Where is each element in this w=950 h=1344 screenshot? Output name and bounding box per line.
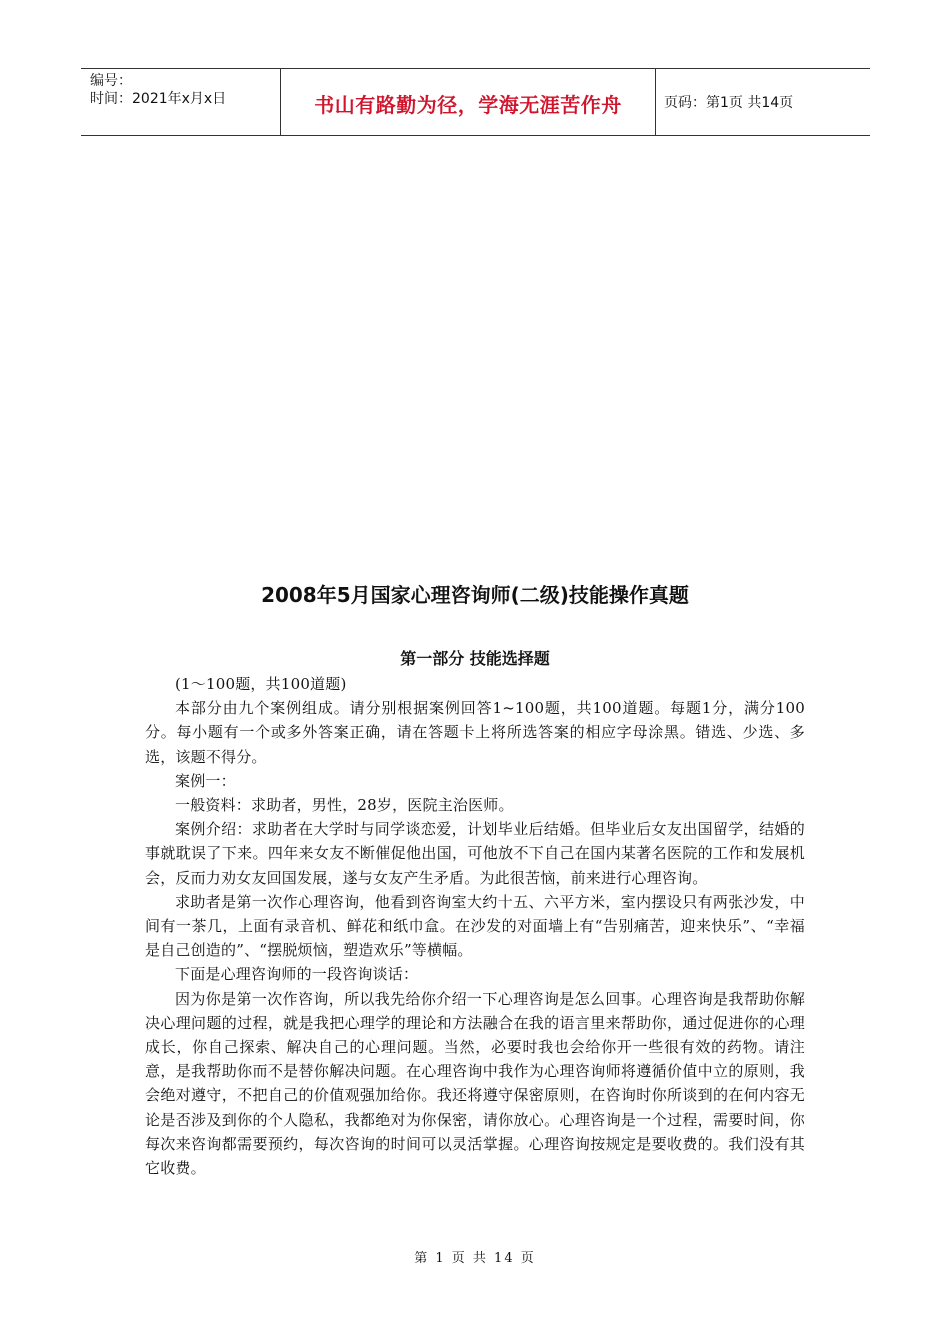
paragraph-dialogue-intro: 下面是心理咨询师的一段咨询谈话： [175, 965, 419, 984]
page-info-cell [656, 69, 870, 135]
motto-cell [281, 69, 656, 135]
section-title: 第一部分 技能选择题 [400, 649, 550, 668]
motto-text: 书山有路勤为径，学海无涯苦作舟 [314, 92, 622, 117]
paragraph-case-intro: 案例介绍：求助者在大学时与同学谈恋爱，计划毕业后结婚。但毕业后女友出国留学，结婚的事就耽误了下来。四年来女友不断催促他出国，可他放不下自己在国内某著名医院的工作和发展机会，反而力劝女友回国发展，遂与女友产生矛盾。为此很苦恼，前来进行心理咨询。 [145, 820, 805, 887]
header-meta-cell [81, 69, 281, 135]
paragraph-instructions: 本部分由九个案例组成。请分别根据案例回答1~100题，共100道题。每题1分，满分100分。每小题有一个或多外答案正确，请在答题卡上将所选答案的相应字母涂黑。错选、少选、多选，该题不得分。 [145, 699, 805, 766]
page-info-text: 页码：第1页 共14页 [664, 95, 794, 111]
page-footer: 第 1 页 共 14 页 [414, 1251, 536, 1266]
date-label: 时间：2021年x月x日 [90, 91, 227, 107]
paragraph-counselor-speech: 因为你是第一次作咨询，所以我先给你介绍一下心理咨询是怎么回事。心理咨询是我帮助你解决心理问题的过程，就是我把心理学的理论和方法融合在我的语言里来帮助你，通过促进你的心理成长，你自己探索、解决自己的心理问题。当然，必要时我也会给你开一些很有效的药物。请注意，是我帮助你而不是替你解决问题。在心理咨询中我作为心理咨询师将遵循价值中立的原则，我会绝对遵守，不把自己的价值观强加给你。我还将遵守保密原则，在咨询时你所谈到的在何内容无论是否涉及到你的个人隐私，我都绝对为你保密，请你放心。心理咨询是一个过程，需要时间，你每次来咨询都需要预约，每次咨询的时间可以灵活掌握。心理咨询按规定是要收费的。我们没有其它收费。 [145, 989, 805, 1178]
paragraph-question-range: (1～100题，共100道题) [175, 675, 347, 693]
document-body [145, 672, 805, 1180]
serial-number-label: 编号： [90, 73, 132, 89]
paragraph-case-heading: 案例一： [175, 771, 236, 790]
document-title: 2008年5月国家心理咨询师(二级)技能操作真题 [261, 583, 689, 607]
paragraph-room-description: 求助者是第一次作心理咨询，他看到咨询室大约十五、六平方米，室内摆设只有两张沙发，中间有一茶几，上面有录音机、鲜花和纸巾盒。在沙发的对面墙上有“告别痛苦，迎来快乐”、“幸福是自己创造的”、“摆脱烦恼，塑造欢乐”等横幅。 [145, 892, 805, 960]
header-table [81, 68, 870, 136]
paragraph-general-info: 一般资料：求助者，男性，28岁，医院主治医师。 [175, 796, 514, 815]
